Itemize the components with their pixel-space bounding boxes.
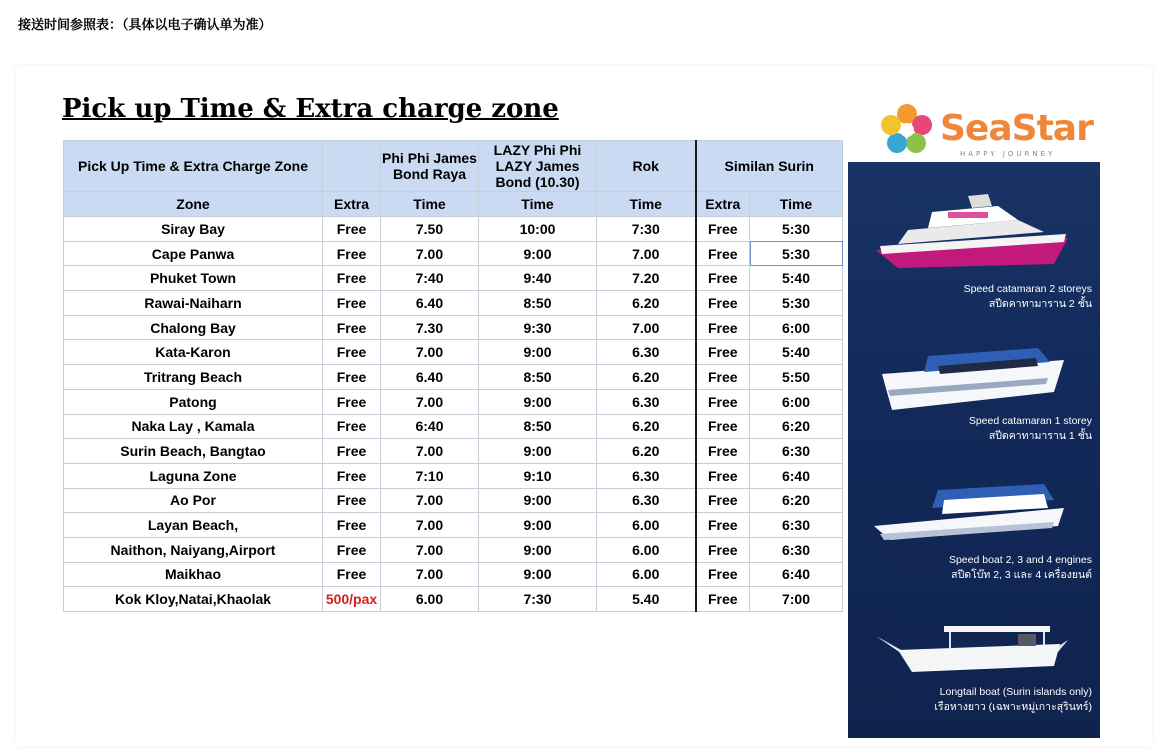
catamaran-2-storey-image (868, 190, 1078, 280)
table-row (64, 414, 843, 439)
lazy-time-cell: 9:00 (479, 513, 597, 538)
lazy-time-cell: 8:50 (479, 291, 597, 316)
similan-time-cell: 7:00 (750, 587, 843, 612)
boat-4-caption-th: เรือหางยาว (เฉพาะหมู่เกาะสุรินทร์) (934, 701, 1092, 713)
lazy-time-cell: 9:00 (479, 562, 597, 587)
zone-cell: Cape Panwa (64, 241, 323, 266)
boat-2-caption-en: Speed catamaran 1 storey (968, 415, 1092, 427)
table-row (64, 562, 843, 587)
lazy-time-cell: 9:00 (479, 537, 597, 562)
boat-1-caption-en: Speed catamaran 2 storeys (963, 283, 1092, 295)
similan-extra-cell: Free (696, 513, 750, 538)
similan-extra-cell: Free (696, 340, 750, 365)
lazy-time-cell: 9:00 (479, 241, 597, 266)
phiphi-time-cell: 7.00 (381, 562, 479, 587)
similan-time-cell: 6:40 (750, 562, 843, 587)
extra-charge-cell: Free (323, 266, 381, 291)
extra-charge-cell: Free (323, 389, 381, 414)
boat-2-caption-th: สปีดคาทามาราน 1 ชั้น (988, 430, 1092, 442)
lazy-time-cell: 9:00 (479, 340, 597, 365)
phiphi-time-cell: 7:10 (381, 463, 479, 488)
phiphi-time-cell: 7.00 (381, 488, 479, 513)
phiphi-time-cell: 7.00 (381, 389, 479, 414)
similan-time-cell: 5:30 (750, 291, 843, 316)
rok-time-cell: 6.20 (597, 414, 696, 439)
zone-cell: Tritrang Beach (64, 365, 323, 390)
rok-time-cell: 6.20 (597, 439, 696, 464)
col-header-extra: Extra (323, 192, 381, 217)
zone-cell: Rawai-Naiharn (64, 291, 323, 316)
extra-charge-cell: Free (323, 241, 381, 266)
similan-time-cell: 5:30 (750, 217, 843, 242)
phiphi-time-cell: 7.30 (381, 315, 479, 340)
col-header-similan-extra: Extra (696, 192, 750, 217)
table-row (64, 315, 843, 340)
zone-cell: Phuket Town (64, 266, 323, 291)
similan-time-cell: 5:40 (750, 266, 843, 291)
col-header-rok-time: Time (597, 192, 696, 217)
similan-time-cell: 5:30 (750, 241, 843, 266)
lazy-time-cell: 8:50 (479, 365, 597, 390)
similan-time-cell: 6:30 (750, 513, 843, 538)
page-title: Pick up Time & Extra charge zone (62, 94, 559, 124)
lazy-time-cell: 9:00 (479, 488, 597, 513)
lazy-time-cell: 10:00 (479, 217, 597, 242)
col-header-similan-time: Time (750, 192, 843, 217)
lazy-time-cell: 7:30 (479, 587, 597, 612)
similan-extra-cell: Free (696, 463, 750, 488)
zone-cell: Ao Por (64, 488, 323, 513)
table-row (64, 340, 843, 365)
similan-extra-cell: Free (696, 365, 750, 390)
extra-charge-cell: Free (323, 488, 381, 513)
extra-charge-cell: Free (323, 562, 381, 587)
rok-time-cell: 6.00 (597, 513, 696, 538)
col-header-lazy-time: Time (479, 192, 597, 217)
lazy-time-cell: 9:10 (479, 463, 597, 488)
phiphi-time-cell: 6.40 (381, 365, 479, 390)
seastar-logo-text: SeaStar (940, 108, 1093, 149)
lazy-time-cell: 9:00 (479, 439, 597, 464)
lazy-time-cell: 9:30 (479, 315, 597, 340)
extra-charge-cell: Free (323, 513, 381, 538)
table-row (64, 365, 843, 390)
zone-cell: Patong (64, 389, 323, 414)
similan-extra-cell: Free (696, 439, 750, 464)
rok-time-cell: 6.20 (597, 291, 696, 316)
rok-time-cell: 7:30 (597, 217, 696, 242)
zone-cell: Naithon, Naiyang,Airport (64, 537, 323, 562)
seastar-flower-icon (878, 100, 936, 158)
lazy-time-cell: 9:00 (479, 389, 597, 414)
zone-cell: Laguna Zone (64, 463, 323, 488)
similan-time-cell: 6:00 (750, 315, 843, 340)
similan-extra-cell: Free (696, 562, 750, 587)
rok-time-cell: 6.00 (597, 562, 696, 587)
col-header-zone: Zone (64, 192, 323, 217)
similan-extra-cell: Free (696, 488, 750, 513)
rok-time-cell: 7.20 (597, 266, 696, 291)
header-lazy: LAZY Phi Phi LAZY James Bond (10.30) (479, 141, 597, 192)
extra-charge-cell: Free (323, 315, 381, 340)
extra-charge-cell: 500/pax (323, 587, 381, 612)
zone-cell: Kata-Karon (64, 340, 323, 365)
phiphi-time-cell: 6.40 (381, 291, 479, 316)
phiphi-time-cell: 6:40 (381, 414, 479, 439)
corner-header: Pick Up Time & Extra Charge Zone (64, 141, 323, 192)
blank-header (323, 141, 381, 192)
zone-cell: Siray Bay (64, 217, 323, 242)
phiphi-time-cell: 7.00 (381, 241, 479, 266)
table-row (64, 241, 843, 266)
boat-3-caption-en: Speed boat 2, 3 and 4 engines (948, 554, 1092, 566)
rok-time-cell: 6.30 (597, 463, 696, 488)
col-header-phiphi-time: Time (381, 192, 479, 217)
similan-extra-cell: Free (696, 291, 750, 316)
similan-time-cell: 6:30 (750, 537, 843, 562)
header-similan: Similan Surin (696, 141, 843, 192)
extra-charge-cell: Free (323, 463, 381, 488)
extra-charge-cell: Free (323, 291, 381, 316)
phiphi-time-cell: 7.50 (381, 217, 479, 242)
similan-extra-cell: Free (696, 266, 750, 291)
extra-charge-cell: Free (323, 217, 381, 242)
table-row (64, 587, 843, 612)
catamaran-1-storey-image (868, 330, 1078, 420)
table-row (64, 217, 843, 242)
boat-3-caption-th: สปีดโบ๊ท 2, 3 และ 4 เครื่องยนต์ (951, 569, 1092, 581)
extra-charge-cell: Free (323, 537, 381, 562)
rok-time-cell: 6.30 (597, 340, 696, 365)
similan-time-cell: 6:20 (750, 414, 843, 439)
similan-time-cell: 6:00 (750, 389, 843, 414)
phiphi-time-cell: 7.00 (381, 439, 479, 464)
extra-charge-cell: Free (323, 365, 381, 390)
phiphi-time-cell: 7:40 (381, 266, 479, 291)
pickup-schedule-table (63, 140, 843, 612)
table-row (64, 291, 843, 316)
phiphi-time-cell: 7.00 (381, 537, 479, 562)
similan-time-cell: 6:20 (750, 488, 843, 513)
table-row (64, 488, 843, 513)
similan-time-cell: 5:50 (750, 365, 843, 390)
similan-extra-cell: Free (696, 389, 750, 414)
table-row (64, 537, 843, 562)
seastar-logo-tagline: HAPPY JOURNEY (960, 150, 1056, 158)
logo-area (848, 92, 1100, 162)
boat-1-caption-th: สปีดคาทามาราน 2 ชั้น (988, 298, 1092, 310)
rok-time-cell: 5.40 (597, 587, 696, 612)
speed-boat-image (868, 470, 1078, 560)
rok-time-cell: 6.30 (597, 389, 696, 414)
table-row (64, 266, 843, 291)
similan-time-cell: 6:30 (750, 439, 843, 464)
table-row (64, 463, 843, 488)
rok-time-cell: 7.00 (597, 241, 696, 266)
similan-extra-cell: Free (696, 537, 750, 562)
zone-cell: Kok Kloy,Natai,Khaolak (64, 587, 323, 612)
extra-charge-cell: Free (323, 340, 381, 365)
rok-time-cell: 7.00 (597, 315, 696, 340)
zone-cell: Layan Beach, (64, 513, 323, 538)
table-row (64, 439, 843, 464)
header-rok: Rok (597, 141, 696, 192)
similan-time-cell: 6:40 (750, 463, 843, 488)
header-phiphi: Phi Phi James Bond Raya (381, 141, 479, 192)
boat-4-caption-en: Longtail boat (Surin islands only) (939, 686, 1092, 698)
longtail-boat-image (868, 610, 1088, 690)
phiphi-time-cell: 6.00 (381, 587, 479, 612)
zone-cell: Naka Lay , Kamala (64, 414, 323, 439)
phiphi-time-cell: 7.00 (381, 340, 479, 365)
phiphi-time-cell: 7.00 (381, 513, 479, 538)
rok-time-cell: 6.20 (597, 365, 696, 390)
seastar-promo-panel (848, 92, 1100, 738)
lazy-time-cell: 9:40 (479, 266, 597, 291)
extra-charge-cell: Free (323, 414, 381, 439)
page-note: 接送时间参照表：（具体以电子确认单为准） (18, 18, 272, 33)
rok-time-cell: 6.00 (597, 537, 696, 562)
similan-extra-cell: Free (696, 414, 750, 439)
table-row (64, 389, 843, 414)
lazy-time-cell: 8:50 (479, 414, 597, 439)
similan-extra-cell: Free (696, 587, 750, 612)
similan-extra-cell: Free (696, 315, 750, 340)
zone-cell: Chalong Bay (64, 315, 323, 340)
zone-cell: Maikhao (64, 562, 323, 587)
extra-charge-cell: Free (323, 439, 381, 464)
similan-extra-cell: Free (696, 241, 750, 266)
similan-time-cell: 5:40 (750, 340, 843, 365)
rok-time-cell: 6.30 (597, 488, 696, 513)
zone-cell: Surin Beach, Bangtao (64, 439, 323, 464)
table-row (64, 513, 843, 538)
similan-extra-cell: Free (696, 217, 750, 242)
